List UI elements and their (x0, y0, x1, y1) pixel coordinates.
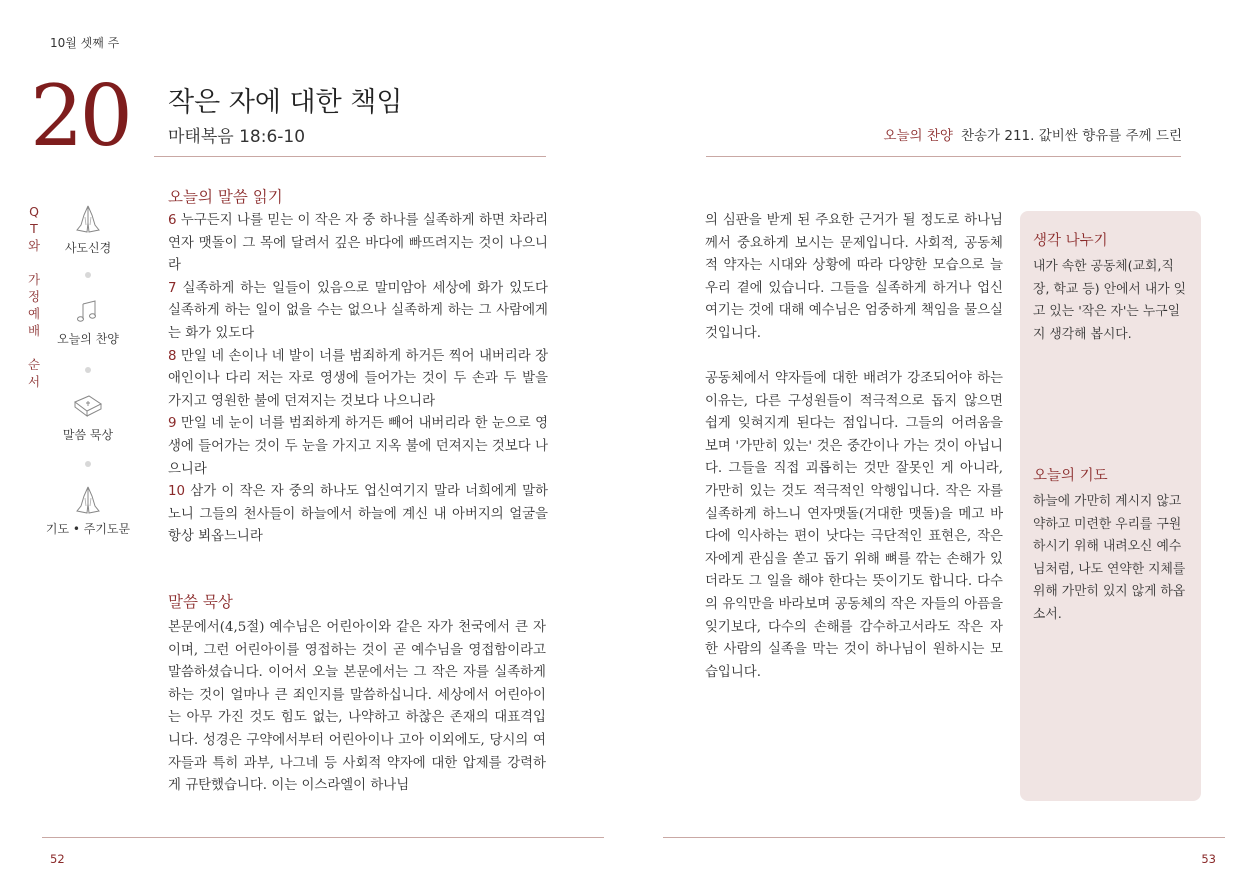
page-title: 작은 자에 대한 책임 (168, 87, 403, 118)
day-number: 20 (30, 67, 129, 165)
nav-item-meditation (38, 392, 138, 443)
nav-item-hymn (38, 296, 138, 347)
praying-hands-icon (73, 484, 103, 516)
verse-text: 삼가 이 작은 자 중의 하나도 업신여기지 말라 너희에게 말하노니 그들의 천사들이 하늘에서 하늘에 계신 내 아버지의 얼굴을 항상 뵈옵느니라 (168, 484, 548, 545)
nav-separator-dot (85, 461, 91, 467)
verse-text: 만일 네 손이나 네 발이 너를 범죄하게 하거든 찍어 내버리라 장애인이나 다리 저는 자로 영생에 들어가는 것이 두 손과 두 발을 가지고 영원한 불에 던져지는 것보다 나으니라 (168, 348, 548, 409)
footer-divider (663, 837, 1225, 838)
vertical-char: 서 (28, 374, 41, 389)
praying-hands-icon (73, 203, 103, 235)
nav-separator-dot (85, 367, 91, 373)
nav-label: 오늘의 찬양 (57, 332, 119, 346)
vertical-char: 와 (28, 238, 41, 253)
hymn-text: 찬송가 211. 값비싼 향유를 주께 드린 (960, 128, 1182, 144)
footer-divider (42, 837, 604, 838)
nav-item-prayer (38, 484, 138, 537)
meditation-continued-2: 공동체에서 약자들에 대한 배려가 강조되어야 하는 이유는, 다른 구성원들이 적극적으로 돕지 않으면 쉽게 잊혀지게 된다는 점입니다. 그들의 어려움을 보며 '가만히 있는' 것은 중간이나 가는 것이 아닙니다. 그들을 직접 괴롭히는 것만 잘못인 게 아니라, 가만히 있는 것도 적극적인 악행입니다. 작은 자를 실족하게 하느니 연자맷돌(거대한 맷돌)을 메고 바다에 익사하는 편이 낫다는 극단적인 표현은, 작은 자에게 관심을 쏟고 돕기 위해 뼈를 깎는 손해가 있더라도 그 일을 해야 한다는 뜻이기도 합니다. 다수의 유익만을 바라보며 공동체의 작은 자들의 아픔을 잊기보다, 다수의 손해를 감수하고서라도 작은 자 한 사람의 실족을 막는 것이 하나님이 원하시는 모습입니다. (705, 371, 1003, 680)
nav-label: 말씀 묵상 (62, 428, 114, 442)
scripture-verses (168, 210, 548, 549)
nav-label: 기도 • 주기도문 (45, 522, 131, 536)
title-divider (154, 156, 546, 157)
share-title: 생각 나누기 (1033, 233, 1108, 249)
nav-item-creed (38, 203, 138, 256)
prayer-text: 하늘에 가만히 계시지 않고 약하고 미련한 우리를 구원하시기 위해 내려오신 예수님처럼, 나도 연약한 지체를 위해 가만히 있지 않게 하옵소서. (1033, 494, 1186, 622)
bible-book-icon (71, 392, 105, 422)
vertical-char: Q (29, 204, 39, 219)
vertical-char: T (30, 221, 38, 236)
vertical-char: 가 (28, 272, 41, 287)
nav-label: 사도신경 (64, 241, 112, 255)
music-note-icon (73, 296, 103, 326)
share-text: 내가 속한 공동체(교회,직장, 학교 등) 안에서 내가 잊고 있는 '작은 자'는 누구일지 생각해 봅시다. (1033, 259, 1187, 342)
verse-number: 9 (168, 416, 177, 432)
verse-text: 실족하게 하는 일들이 있음으로 말미암아 세상에 화가 있도다 실족하게 하는 일이 없을 수는 없으나 실족하게 하는 그 사람에게는 화가 있도다 (168, 280, 548, 341)
verse-text: 누구든지 나를 믿는 이 작은 자 중 하나를 실족하게 하면 차라리 연자 맷돌이 그 목에 달려서 깊은 바다에 빠뜨려지는 것이 나으니라 (168, 213, 548, 274)
meditation-title: 말씀 묵상 (168, 593, 233, 611)
hymn-line (883, 124, 1182, 144)
hymn-label: 오늘의 찬양 (883, 128, 953, 144)
verse-number: 8 (168, 348, 177, 364)
page-number: 53 (1201, 852, 1216, 866)
title-divider (706, 156, 1181, 157)
reading-title: 오늘의 말씀 읽기 (168, 188, 283, 206)
right-page (629, 0, 1258, 892)
prayer-title: 오늘의 기도 (1033, 468, 1108, 484)
verse-text: 만일 네 눈이 너를 범죄하게 하거든 빼어 내버리라 한 눈으로 영생에 들어가는 것이 두 눈을 가지고 지옥 불에 던져지는 것보다 나으니라 (168, 416, 548, 477)
page-number: 52 (50, 852, 65, 866)
nav-separator-dot (85, 272, 91, 278)
vertical-char: 예 (28, 306, 41, 321)
side-panel (1020, 211, 1201, 801)
week-label: 10월 셋째 주 (50, 36, 120, 50)
verse-number: 6 (168, 213, 177, 228)
meditation-continued-1: 의 심판을 받게 된 주요한 근거가 될 정도로 하나님께서 중요하게 보시는 문제입니다. 사회적, 공동체적 약자는 시대와 상황에 따라 다양한 모습으로 늘 우리 곁에 있습니다. 그들을 실족하게 하거나 업신여기는 것에 대해 예수님은 엄중하게 책임을 물으실 것입니다. (705, 213, 1003, 341)
vertical-char: 정 (28, 289, 41, 304)
scripture-reference: 마태복음 18:6-10 (168, 127, 306, 147)
vertical-char: 순 (28, 357, 41, 372)
verse-number: 10 (168, 484, 186, 500)
meditation-text: 본문에서(4,5절) 예수님은 어린아이와 같은 자가 천국에서 큰 자이며, 그런 어린아이를 영접하는 것이 곧 예수님을 영접함이라고 말씀하셨습니다. 이어서 오늘 본문에서는 그 작은 자를 실족하게 하는 것이 얼마나 큰 죄인지를 말씀하십니다. 세상에서 어린아이는 아무 가진 것도 힘도 없는, 나약하고 하찮은 존재의 대표격입니다. 성경은 구약에서부터 어린아이나 고아 이외에도, 당시의 여자들과 특히 과부, 나그네 등 사회적 약자에 대한 압제를 강력하게 규탄했습니다. 이는 이스라엘이 하나님 (168, 620, 546, 794)
verse-number: 7 (168, 280, 177, 296)
vertical-char: 배 (28, 323, 41, 338)
